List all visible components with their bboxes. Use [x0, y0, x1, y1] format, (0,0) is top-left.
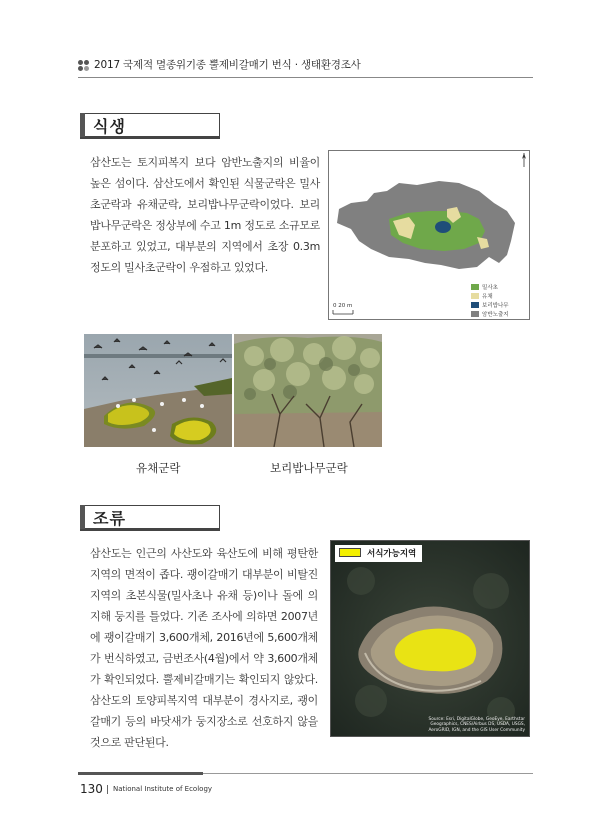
legend-item-rape: 유채 — [471, 292, 523, 301]
oleaster-shrub-photo — [234, 334, 382, 447]
photo-caption-rape: 유채군락 — [136, 461, 181, 475]
footer-accent-bar — [78, 772, 203, 775]
section-title-birds — [80, 505, 220, 531]
legend-swatch — [471, 311, 479, 317]
north-arrow-icon — [522, 153, 526, 167]
page-number: 130 — [80, 782, 103, 796]
footer-organization: National Institute of Ecology — [113, 785, 213, 793]
section-title-birds-text: 조류 — [93, 509, 126, 528]
birds-paragraph: 삼산도는 인근의 사산도와 육산도에 비해 평탄한 지역의 면적이 좁다. 괭이갈매기 대부분이 비탈진 지역의 초본식물(밀사초나 유채 등)이나 돌에 의지해 둥지를 틀었다. 기존 조사에 의하면 2007년에 괭이갈매기 3,600개체, 2016년에 5,600개체가 번식하였고, 금번조사(4월)에서 약 3,600개체가 확인되었다. 뿔제비갈매기는 확인되지 않았다. 삼산도의 토양피복지역 대부분이 경사지로, 괭이갈매기 등의 바닷새가 둥지장소로 선호하지 않을 것으로 판단된다. — [90, 547, 318, 749]
legend-item-sedge: 밀사초 — [471, 283, 523, 292]
header-title: 2017 국제적 멸종위기종 뿔제비갈매기 번식 · 생태환경조사 — [94, 59, 361, 71]
legend-swatch — [471, 284, 479, 290]
map-legend — [471, 283, 523, 319]
legend-item-rock: 암반노출지 — [471, 310, 523, 319]
legend-swatch — [339, 548, 361, 557]
vegetation-paragraph: 삼산도는 토지피복지 보다 암반노출지의 비율이 높은 섬이다. 삼산도에서 확인된 식물군락은 밀사초군락과 유채군락, 보리밥나무군락이었다. 보리밥나무군락은 정상부에 수고 1m 정도로 소규모로 분포하고 있었고, 대부분의 지역에서 초장 0.3m 정도의 밀사초군락이 우점하고 있었다. — [90, 156, 320, 274]
satellite-habitat-map — [330, 540, 530, 737]
photo-caption-oleaster: 보리밥나무군락 — [270, 461, 348, 475]
legend-swatch — [471, 293, 479, 299]
legend-swatch — [471, 302, 479, 308]
section-title-vegetation — [80, 113, 220, 139]
legend-item-oleaster: 보리밥나무 — [471, 301, 523, 310]
vegetation-map — [328, 150, 530, 320]
habitat-legend — [335, 545, 422, 562]
rape-flower-photo — [84, 334, 232, 447]
habitat-legend-label: 서식가능지역 — [367, 549, 417, 559]
running-header — [78, 55, 533, 77]
header-divider — [78, 77, 533, 78]
oleaster-area — [435, 221, 451, 233]
footer-separator — [107, 785, 108, 794]
map-scale-label: 0 20 m — [333, 303, 353, 309]
bullet-dots-icon — [78, 60, 90, 72]
imagery-credit: Source: Esri, DigitalGlobe, GeoEye, Earthstar Geographics, CNES/Airbus DS, USDA, USGS, AeroGRID, IGN, and the GIS User Community — [428, 716, 525, 733]
section-title-vegetation-text: 식생 — [93, 117, 126, 136]
